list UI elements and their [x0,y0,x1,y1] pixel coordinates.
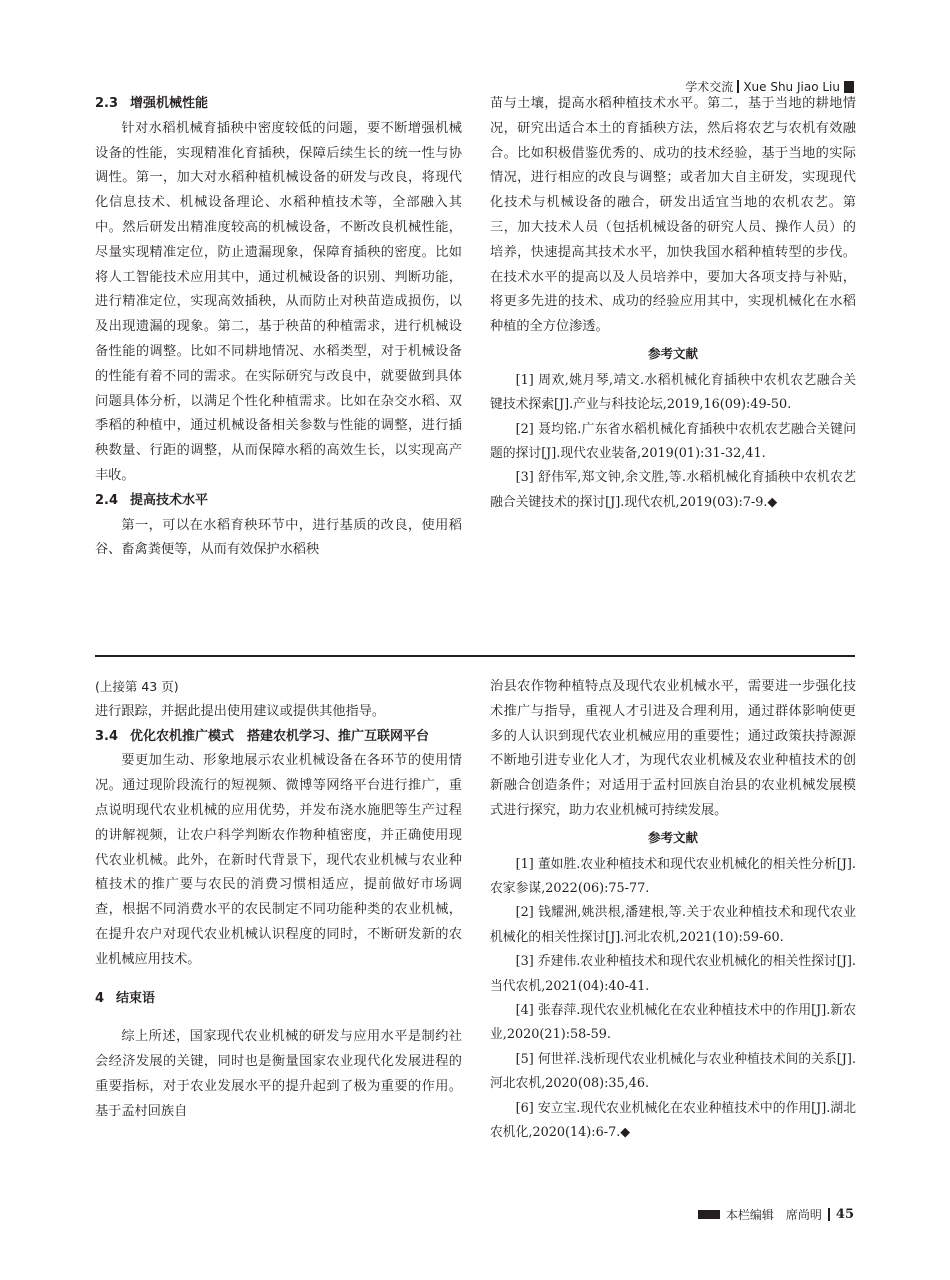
header-square-mark [844,81,854,93]
reference-item: [3] 舒伟军,郑文钟,余文胜,等.水稻机械化育插秧中农机农艺融合关键技术的探讨[J].现代农机,2019(03):7-9.◆ [490,470,856,510]
paragraph: 针对水稻机械育插秧中密度较低的问题，要不断增强机械设备的性能，实现精准化育插秧，保障后续生长的统一性与协调性。第一，加大对水稻种植机械设备的研发与改良，将现代化信息技术、机械设备理论、水稻种植技术等，全部融入其中。然后研发出精准度较高的机械设备，不断改良机械性能，尽量实现精准定位，防止遗漏现象，保障育插秧的密度。比如将人工智能技术应用其中，通过机械设备的识别、判断功能，进行精准定位，实现高效插秧，从而防止对秧苗造成损伤，以及出现遗漏的现象。第二，基于秧苗的种植需求，进行机械设备性能的调整。比如不同耕地情况、水稻类型，对于机械设备的性能有着不同的需求。在实际研究与改良中，就要做到具体问题具体分析，以满足个性化种植需求。比如在杂交水稻、双季稻的种植中，通过机械设备相关参数与性能的调整，进行插秧数量、行距的调整，从而保障水稻的高效生长，以实现高产丰收。 [95,120,462,483]
section-heading-3-4 [95,725,462,750]
footer-divider-bar [828,1208,830,1221]
section-number: 3.4 [95,728,119,744]
page-number: 45 [835,1207,854,1222]
section-heading-2-4 [95,489,462,514]
references-heading: 参考文献 [647,345,698,361]
section-title: 提高技术水平 [130,492,209,508]
section-number: 4 [95,990,105,1006]
section-heading-4 [95,987,462,1012]
section-number: 2.3 [95,96,119,111]
header-pinyin-title: Xue Shu Jiao Liu [743,79,840,94]
page-footer [698,1206,854,1223]
reference-item: [1] 董如胜.农业种植技术和现代农业机械化的相关性分析[J].农家参谋,2022(06):75-77. [490,856,856,896]
reference-item: [2] 聂均铭.广东省水稻机械化育插秧中农机农艺融合关键问题的探讨[J].现代农业装备,2019(01):31-32,41. [490,421,856,461]
section-heading-2-3 [95,92,462,117]
section-title: 优化农机推广模式 搭建农机学习、推广互联网平台 [130,728,430,744]
reference-item: [5] 何世祥.浅析现代农业机械化与农业种植技术间的关系[J].河北农机,2020(08):35,46. [490,1051,856,1092]
reference-item: [3] 乔建伟.农业种植技术和现代农业机械化的相关性探讨[J].当代农机,2021(04):40-41. [490,954,856,994]
editor-credit: 本栏编辑 席尚明 [725,1208,822,1222]
top-left-column [95,92,462,563]
article-divider [95,655,855,657]
paragraph: 治县农作物种植特点及现代农业机械水平，需要进一步强化技术推广与指导，重视人才引进及合理利用，通过群体影响使更多的人认识到现代农业机械应用的重要性；通过政策扶持源源不断地引进专业化人才，为现代农业机械及农业种植技术的创新融合创造条件；对适用于孟村回族自治县的农业机械发展模式进行探究，助力农业机械可持续发展。 [490,679,856,818]
references-heading: 参考文献 [647,829,698,845]
paragraph: 要更加生动、形象地展示农业机械设备在各环节的使用情况。通过现阶段流行的短视频、微博等网络平台进行推广，重点说明现代农业机械的应用优势，并发布浇水施肥等生产过程的讲解视频，让农户科学判断农作物种植密度，并正确使用现代农业机械。此外，在新时代背景下，现代农业机械与农业种植技术的推广要与农民的消费习惯相适应，提前做好市场调查，根据不同消费水平的农民制定不同功能种类的农业机械，在提升农户对现代农业机械认识程度的同时，不断研发新的农业机械应用技术。 [95,753,462,967]
section-title: 结束语 [116,990,156,1006]
section-number: 2.4 [95,492,119,508]
paragraph: 综上所述，国家现代农业机械的研发与应用水平是制约社会经济发展的关键，同时也是衡量国家农业现代化发展进程的重要指标，对于农业发展水平的提升起到了极为重要的作用。基于孟村回族自 [95,1029,462,1119]
paragraph: 第一，可以在水稻育秧环节中，进行基质的改良，使用稻谷、畜禽粪便等，从而有效保护水稻秧 [95,517,462,558]
top-right-column [490,92,856,515]
section-title: 增强机械性能 [130,96,209,111]
bottom-right-column [490,675,856,1145]
continued-from-note: (上接第 43 页) [95,679,179,694]
reference-item: [2] 钱耀洲,姚洪根,潘建根,等.关于农业种植技术和现代农业机械化的相关性探讨[J].河北农机,2021(10):59-60. [490,905,856,945]
paragraph: 进行跟踪，并据此提出使用建议或提供其他指导。 [95,703,386,719]
footer-bar-mark [698,1210,720,1219]
header-cn-title: 学术交流 [685,80,734,94]
reference-item: [4] 张春萍.现代农业机械化在农业种植技术中的作用[J].新农业,2020(21):58-59. [490,1003,856,1043]
bottom-left-column [95,675,462,1125]
reference-item: [6] 安立宝.现代农业机械化在农业种植技术中的作用[J].湖北农机化,2020(14):6-7.◆ [490,1100,856,1141]
paragraph: 苗与土壤，提高水稻种植技术水平。第二，基于当地的耕地情况，研究出适合本土的育插秧方法，然后将农艺与农机有效融合。比如积极借鉴优秀的、成功的技术经验，基于当地的实际情况，进行相应的改良与调整；或者加大自主研发，实现现代化技术与机械设备的融合，研发出适宜当地的农机农艺。第三，加大技术人员（包括机械设备的研究人员、操作人员）的培养，快速提高其技术水平，加快我国水稻种植转型的步伐。在技术水平的提高以及人员培养中，要加大各项支持与补贴，将更多先进的技术、成功的经验应用其中，实现机械化在水稻种植的全方位渗透。 [490,96,856,335]
reference-item: [1] 周欢,姚月琴,靖文.水稻机械化育插秧中农机农艺融合关键技术探索[J].产业与科技论坛,2019,16(09):49-50. [490,372,856,413]
